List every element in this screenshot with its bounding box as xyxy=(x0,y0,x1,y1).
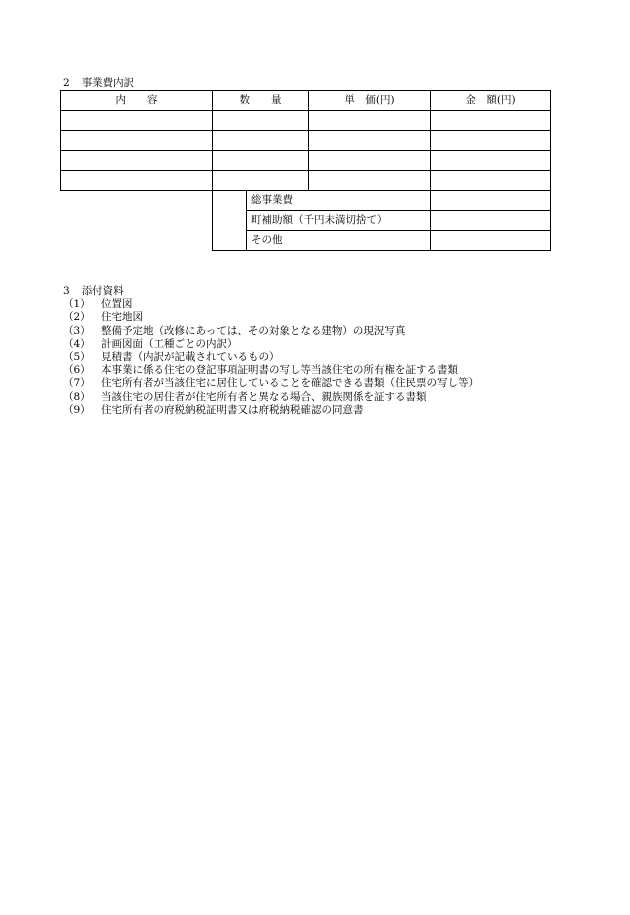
table-cell xyxy=(431,151,551,171)
summary-row-total xyxy=(61,191,551,211)
table-cell xyxy=(61,171,213,191)
summary-label-other: その他 xyxy=(247,231,431,251)
header-amount: 金 額(円) xyxy=(431,91,551,111)
header-content: 内 容 xyxy=(61,91,213,111)
table-cell xyxy=(431,131,551,151)
summary-row-other xyxy=(61,231,551,251)
table-cell xyxy=(213,151,309,171)
table-cell xyxy=(213,131,309,151)
table-cell xyxy=(431,111,551,131)
section-2-number: 2 xyxy=(63,77,70,89)
table-cell xyxy=(213,171,309,191)
table-cell xyxy=(61,151,213,171)
list-item: （4） 計画図面（工種ごとの内訳） xyxy=(63,337,238,350)
table-cell xyxy=(213,111,309,131)
list-item: （2） 住宅地図 xyxy=(63,311,143,324)
list-item: （7） 住宅所有者が当該住宅に居住していることを確認できる書類（住民票の写し等） xyxy=(63,377,479,390)
list-item: （5） 見積書（内訳が記載されているもの） xyxy=(63,351,280,364)
section-3-title xyxy=(63,285,479,298)
table-cell xyxy=(309,131,431,151)
summary-value-subsidy xyxy=(431,211,551,231)
list-item: （6） 本事業に係る住宅の登記事項証明書の写し等当該住宅の所有権を証する書類 xyxy=(63,364,458,377)
summary-label-total: 総事業費 xyxy=(247,191,431,211)
table-cell xyxy=(431,171,551,191)
section-2-title xyxy=(63,76,134,90)
summary-label-subsidy: 町補助額（千円未満切捨て） xyxy=(247,211,431,231)
header-quantity: 数 量 xyxy=(213,91,309,111)
table-row xyxy=(61,151,551,171)
cost-breakdown-table xyxy=(60,90,551,251)
list-item: （8） 当該住宅の居住者が住宅所有者と異なる場合、親族関係を証する書類 xyxy=(63,390,427,403)
list-item: （1） 位置図 xyxy=(63,298,133,311)
table-header-row xyxy=(61,91,551,111)
header-unit-price: 単 価(円) xyxy=(309,91,431,111)
table-cell xyxy=(309,111,431,131)
section-3-number: 3 xyxy=(63,285,70,297)
summary-value-other xyxy=(431,231,551,251)
attachments-section xyxy=(63,285,479,417)
section-2-heading: 事業費内訳 xyxy=(81,77,135,89)
table-row xyxy=(61,111,551,131)
summary-row-subsidy xyxy=(61,211,551,231)
list-item: （9） 住宅所有者の府税納税証明書又は府税納税確認の同意書 xyxy=(63,403,364,416)
table-row xyxy=(61,171,551,191)
section-3-heading: 添付資料 xyxy=(81,285,124,297)
table-cell xyxy=(309,171,431,191)
table-row xyxy=(61,131,551,151)
summary-value-total xyxy=(431,191,551,211)
table-cell xyxy=(61,111,213,131)
list-item: （3） 整備予定地（改修にあっては、その対象となる建物）の現況写真 xyxy=(63,324,406,337)
table-cell xyxy=(61,131,213,151)
table-cell xyxy=(309,151,431,171)
